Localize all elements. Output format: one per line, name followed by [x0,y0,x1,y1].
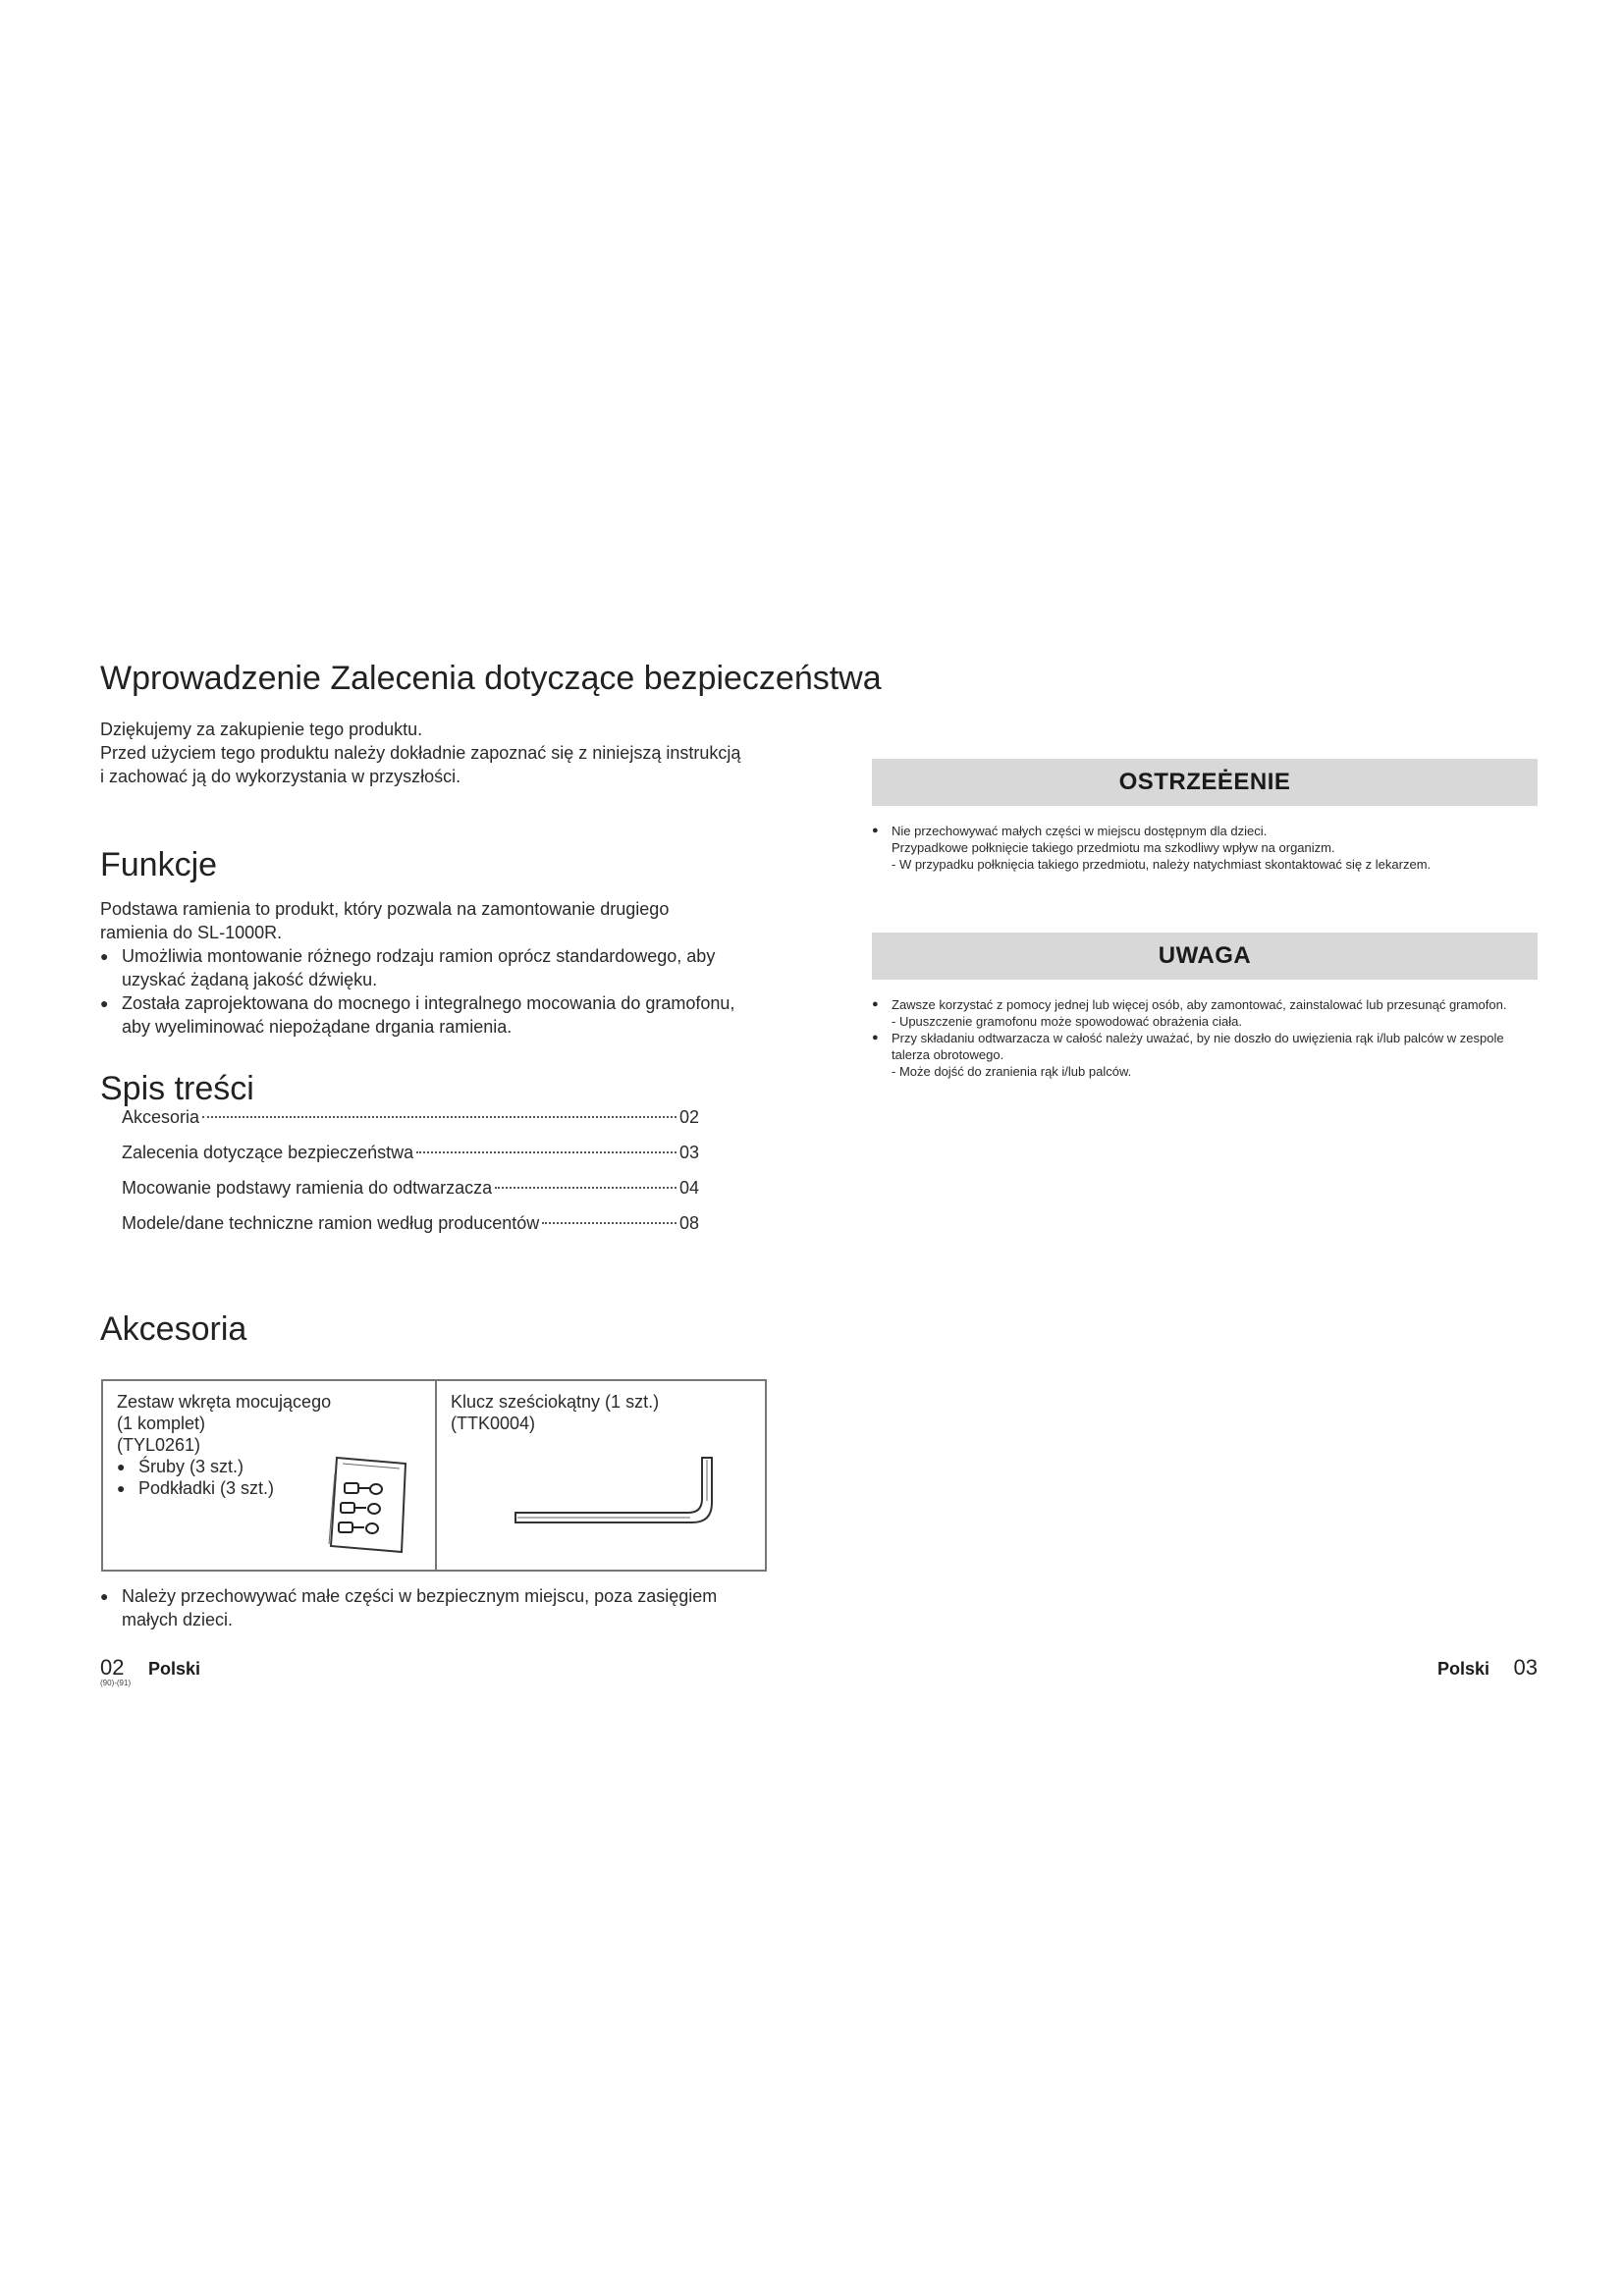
left-footer-code: (90)-(91) [100,1679,132,1687]
kit-qty: (1 komplet) [117,1414,206,1433]
warning-item-sub: Przypadkowe połknięcie takiego przedmiotu ma szkodliwy wpływ na organizm. [892,840,1335,855]
right-footer-language: Polski [1437,1659,1490,1679]
caution-item [872,1030,1540,1080]
features-bullet: ● Została zaprojektowana do mocnego i integralnego mocowania do gramofonu, aby wyeliminować niepożądane drgania ramienia. [100,991,768,1039]
left-footer [100,1655,200,1687]
toc-item-page: 04 [678,1178,699,1198]
warning-header: OSTRZEĖENIE [872,759,1538,806]
caution-list [872,996,1540,1080]
caution-section [872,996,1540,1080]
toc-leader [202,1116,677,1118]
accessories-note: ● Należy przechowywać małe części w bezpiecznym miejscu, poza zasięgiem małych dzieci. [100,1584,768,1631]
kit-item: ● Śruby (3 szt.) [117,1456,421,1477]
left-page-number: 02 [100,1655,125,1680]
caution-item [872,996,1540,1030]
right-page-number: 03 [1513,1655,1538,1680]
caution-item-text: Zawsze korzystać z pomocy jednej lub więcej osób, aby zamontować, zainstalować lub przesunąć gramofon. [892,997,1507,1012]
features-list [100,944,768,1039]
accessories-note-list [100,1584,768,1631]
features-title: Funkcje [100,846,218,883]
right-footer [1437,1655,1538,1681]
toc-title: Spis treści [100,1070,254,1107]
toc-item[interactable] [122,1178,699,1213]
caution-header: UWAGA [872,933,1538,980]
intro-line: Dziękujemy za zakupienie tego produktu. [100,720,423,739]
key-code: (TTK0004) [451,1414,536,1433]
features-section [100,897,768,1039]
toc-item-page: 03 [678,1143,699,1162]
intro-line: i zachować ją do wykorzystania w przyszłości. [100,767,461,786]
warning-item [872,823,1540,873]
warning-item-text: Nie przechowywać małych części w miejscu dostępnym dla dzieci. [892,824,1268,838]
kit-code: (TYL0261) [117,1435,201,1455]
toc-item-label: Modele/dane techniczne ramion według producentów [122,1213,540,1233]
toc-list [122,1107,699,1249]
toc-leader [416,1151,677,1153]
toc-item[interactable] [122,1143,699,1178]
warning-section [872,823,1540,873]
features-paragraph: Podstawa ramienia to produkt, który pozwala na zamontowanie drugiego ramienia do SL-1000R. [100,899,670,942]
toc-item-page: 02 [678,1107,699,1127]
hex-key-icon [510,1454,716,1532]
accessories-note-section [100,1584,768,1631]
accessories-table [101,1379,767,1572]
toc-item-label: Akcesoria [122,1107,200,1127]
accessory-kit-cell [102,1380,436,1571]
toc-item-page: 08 [678,1213,699,1233]
intro-title: Wprowadzenie Zalecenia dotyczące bezpieczeństwa [100,660,882,697]
intro-line: Przed użyciem tego produktu należy dokładnie zapoznać się z niniejszą instrukcją [100,743,741,763]
screw-bag-icon [319,1450,417,1558]
toc-leader [542,1222,677,1224]
caution-item-text: Przy składaniu odtwarzacza w całość należy uważać, by nie doszło do uwięzienia rąk i/lub palców w zespole talerza obrotowego. [892,1031,1504,1062]
left-footer-language: Polski [147,1659,200,1679]
accessories-title: Akcesoria [100,1310,247,1348]
key-name: Klucz sześciokątny (1 szt.) [451,1392,660,1412]
kit-name: Zestaw wkręta mocującego [117,1392,332,1412]
toc-item[interactable] [122,1213,699,1249]
toc-leader [495,1187,677,1189]
warning-item-sub: - W przypadku połknięcia takiego przedmiotu, należy natychmiast skontaktować się z lekarzem. [892,857,1432,872]
kit-item: ● Podkładki (3 szt.) [117,1477,421,1499]
caution-item-sub: - Może dojść do zranienia rąk i/lub palców. [892,1064,1132,1079]
toc-item-label: Zalecenia dotyczące bezpieczeństwa [122,1143,414,1162]
accessory-key-cell [436,1380,766,1571]
caution-item-sub: - Upuszczenie gramofonu może spowodować obrażenia ciała. [892,1014,1242,1029]
features-bullet: ● Umożliwia montowanie różnego rodzaju ramion oprócz standardowego, aby uzyskać żądaną jakość dźwięku. [100,944,768,991]
warning-list [872,823,1540,873]
toc-item-label: Mocowanie podstawy ramienia do odtwarzacza [122,1178,493,1198]
intro-text [100,718,740,788]
toc-item[interactable] [122,1107,699,1143]
